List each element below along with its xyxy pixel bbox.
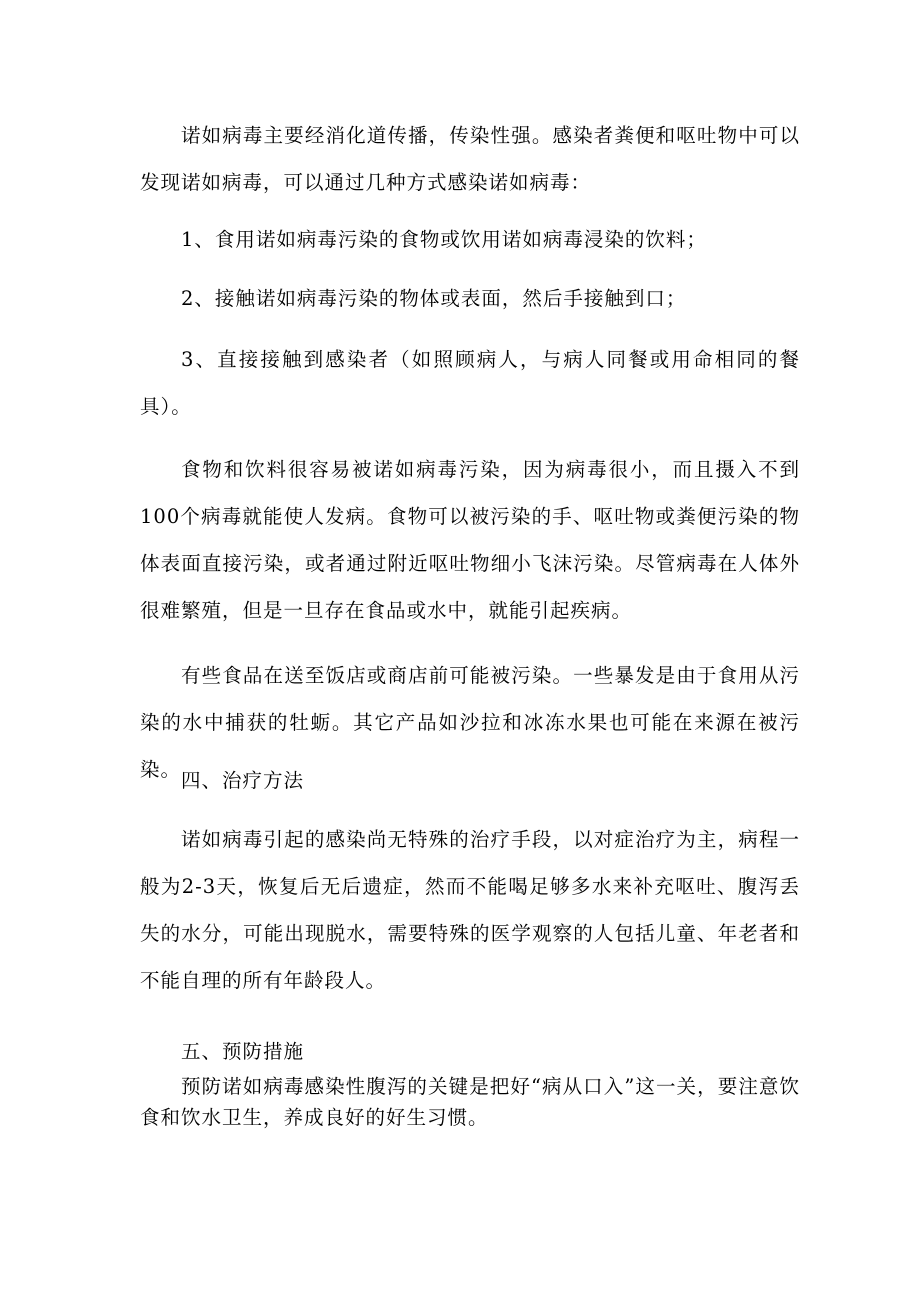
- transmission-item-2: 2、接触诺如病毒污染的物体或表面，然后手接触到口；: [181, 287, 687, 310]
- transmission-item-3: 3、直接接触到感染者（如照顾病人，与病人同餐或用命相同的餐具）。: [140, 348, 800, 418]
- prevention-paragraph: 预防诺如病毒感染性腹泻的关键是把好“病从口入”这一关，要注意饮食和饮水卫生，养成良好的好生习惯。: [140, 1075, 800, 1129]
- treatment-paragraph: 诺如病毒引起的感染尚无特殊的治疗手段，以对症治疗为主，病程一般为2-3天，恢复后无后遗症，然而不能喝足够多水来补充呕吐、腹泻丢失的水分，可能出现脱水，需要特殊的医学观察的人包括儿童、年老者和不能自理的所有年龄段人。: [140, 828, 800, 992]
- prevention-heading: 五、预防措施: [181, 1040, 305, 1063]
- food-source-paragraph: 有些食品在送至饭店或商店前可能被污染。一些暴发是由于食用从污染的水中捕获的牡蛎。其它产品如沙拉和冰冻水果也可能在来源在被污染。: [140, 664, 800, 781]
- intro-paragraph: 诺如病毒主要经消化道传播，传染性强。感染者粪便和呕吐物中可以发现诺如病毒，可以通过几种方式感染诺如病毒：: [140, 124, 800, 194]
- treatment-heading: 四、治疗方法: [181, 769, 305, 792]
- transmission-item-1: 1、食用诺如病毒污染的食物或饮用诺如病毒浸染的饮料；: [181, 228, 707, 251]
- food-contamination-paragraph: 食物和饮料很容易被诺如病毒污染，因为病毒很小，而且摄入不到100个病毒就能使人发病。食物可以被污染的手、呕吐物或粪便污染的物体表面直接污染，或者通过附近呕吐物细小飞沫污染。尽管病毒在人体外很难繁殖，但是一旦存在食品或水中，就能引起疾病。: [140, 458, 800, 622]
